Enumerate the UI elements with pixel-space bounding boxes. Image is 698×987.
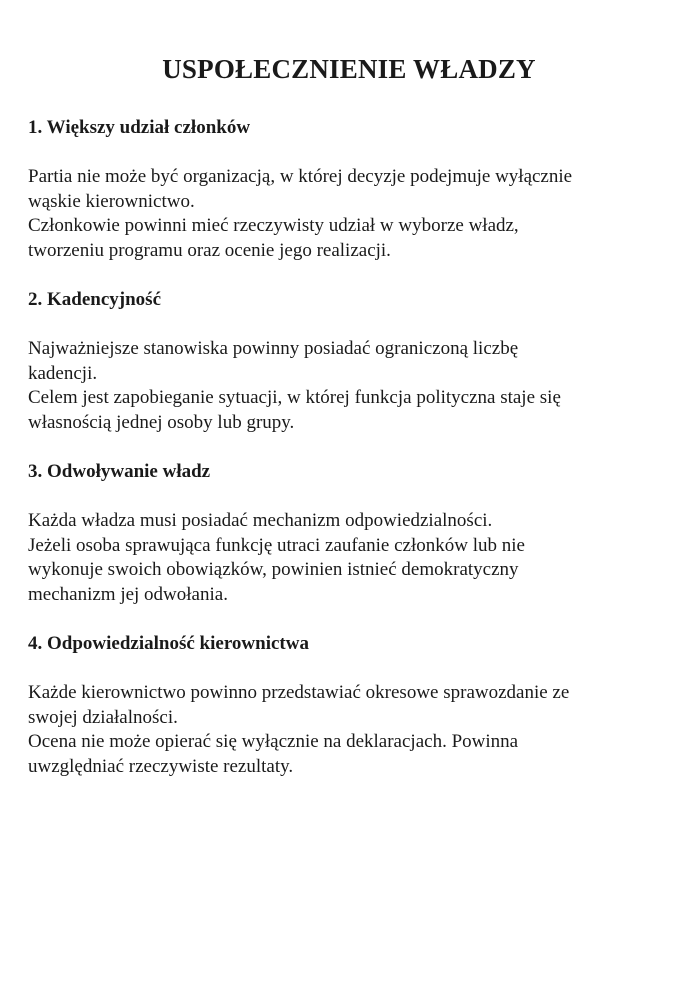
section-body	[28, 681, 678, 779]
text-line: tworzeniu programu oraz ocenie jego realizacji.	[28, 239, 391, 261]
section-heading: 4. Odpowiedzialność kierownictwa	[28, 633, 309, 654]
section-heading: 2. Kadencyjność	[28, 289, 161, 310]
text-line: Członkowie powinni mieć rzeczywisty udział w wyborze władz,	[28, 215, 519, 236]
section-recall	[28, 459, 678, 607]
document-content	[28, 115, 678, 779]
section-body	[28, 165, 678, 263]
text-line: wykonuje swoich obowiązków, powinien istnieć demokratyczny	[28, 559, 519, 580]
text-line: własnością jednej osoby lub grupy.	[28, 411, 295, 433]
section-term-limits	[28, 287, 678, 435]
text-line: swojej działalności.	[28, 706, 178, 728]
section-heading: 1. Większy udział członków	[28, 117, 251, 138]
text-line: Partia nie może być organizacją, w której decyzje podejmuje wyłącznie	[28, 166, 573, 187]
text-line: Najważniejsze stanowiska powinny posiadać ograniczoną liczbę	[28, 338, 519, 359]
text-line: wąskie kierownictwo.	[28, 190, 195, 212]
text-line: Każde kierownictwo powinno przedstawiać okresowe sprawozdanie ze	[28, 682, 570, 703]
section-body	[28, 337, 678, 435]
text-line: Jeżeli osoba sprawująca funkcję utraci zaufanie członków lub nie	[28, 534, 525, 556]
text-line: mechanizm jej odwołania.	[28, 583, 228, 605]
text-line: kadencji.	[28, 362, 98, 384]
section-accountability	[28, 631, 678, 779]
text-line: Ocena nie może opierać się wyłącznie na deklaracjach. Powinna	[28, 731, 519, 752]
text-line: Celem jest zapobieganie sytuacji, w której funkcja polityczna staje się	[28, 387, 561, 408]
section-body	[28, 509, 678, 607]
section-heading: 3. Odwoływanie władz	[28, 461, 211, 482]
text-line: uwzględniać rzeczywiste rezultaty.	[28, 755, 294, 777]
page-title: USPOŁECZNIENIE WŁADZY	[162, 54, 536, 84]
section-participation	[28, 115, 678, 263]
text-line: Każda władza musi posiadać mechanizm odpowiedzialności.	[28, 510, 493, 531]
